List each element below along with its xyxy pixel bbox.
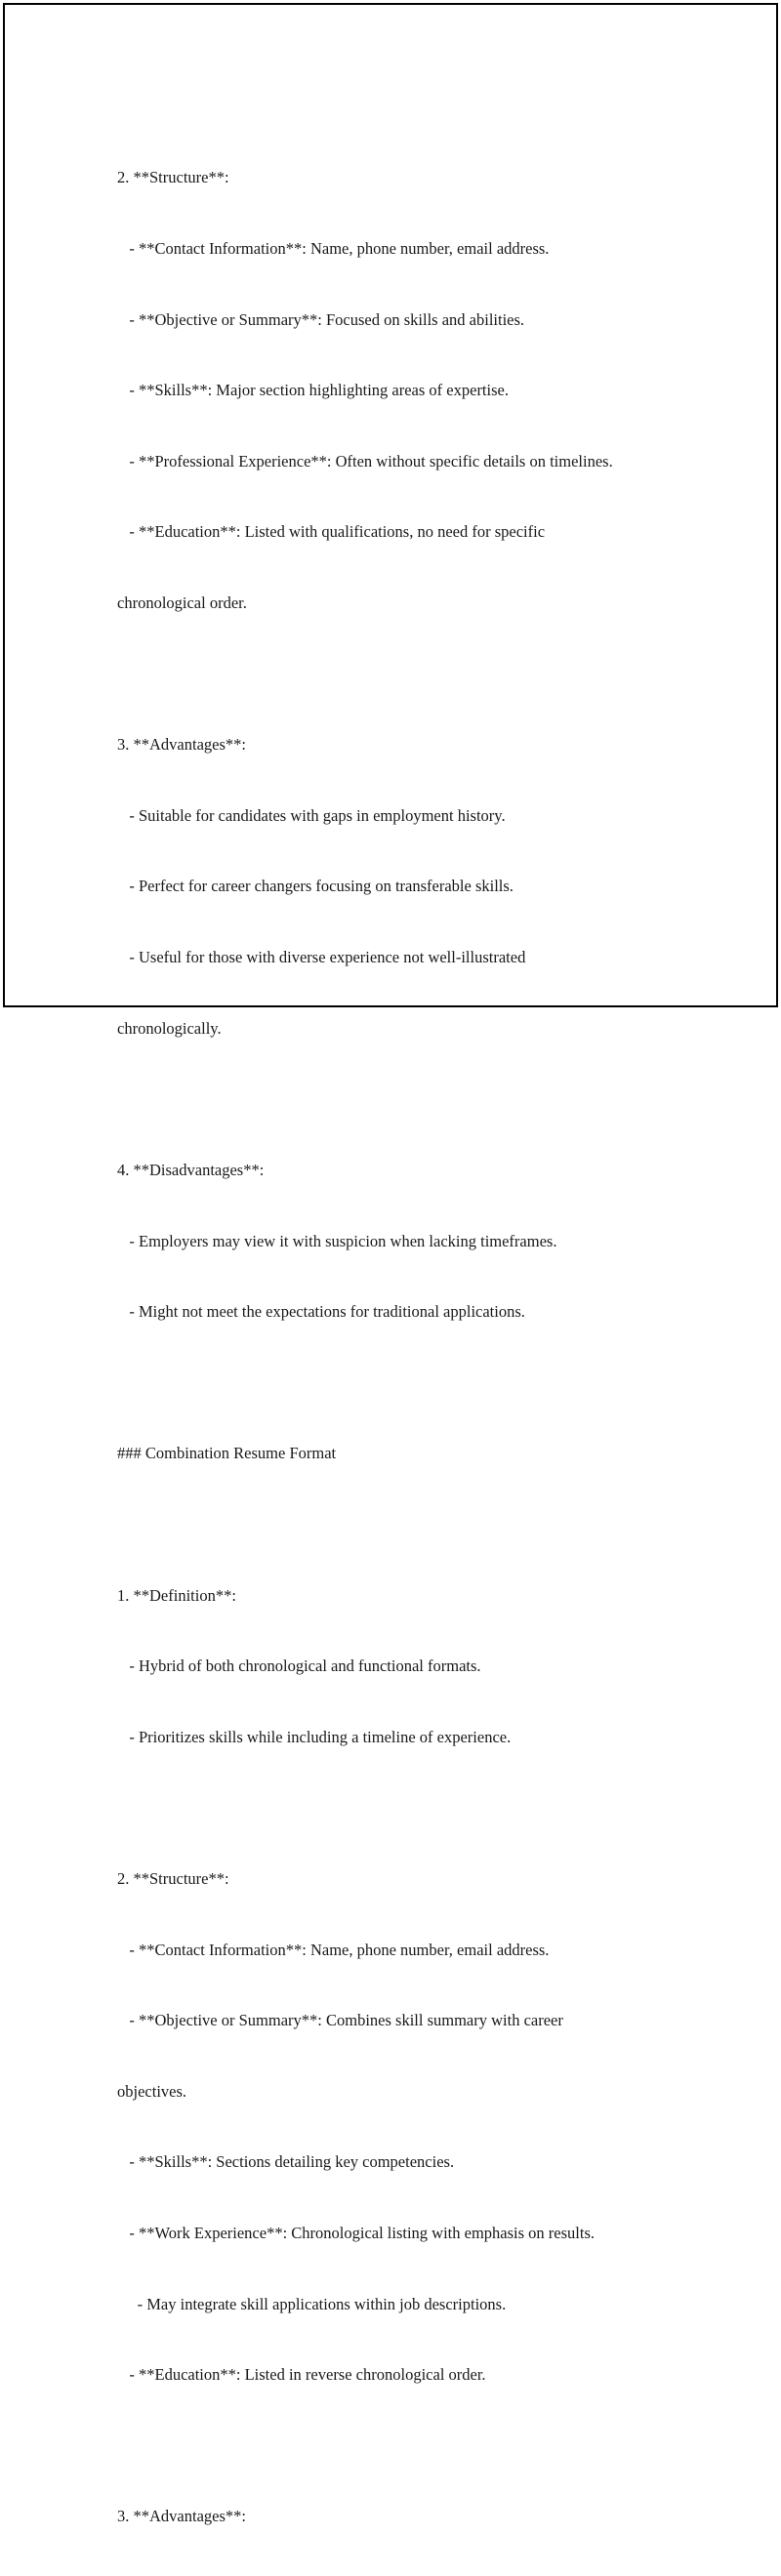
document-line: - **Contact Information**: Name, phone number, email address. [117, 1940, 550, 1959]
document-line: - **Education**: Listed in reverse chronological order. [117, 2365, 486, 2385]
document-line: - May integrate skill applications within job descriptions. [117, 2294, 507, 2313]
document-line: - Hybrid of both chronological and functional formats. [117, 1656, 481, 1676]
document-line: chronological order. [117, 593, 247, 613]
document-line: 3. **Advantages**: [117, 2507, 246, 2526]
document-line: - **Skills**: Sections detailing key competencies. [117, 2152, 455, 2172]
blank-line [117, 2434, 722, 2458]
document-body [117, 119, 722, 2576]
blank-line [117, 1796, 722, 1820]
document-line: - Useful for those with diverse experience not well-illustrated [117, 948, 526, 967]
document-line: - **Professional Experience**: Often without specific details on timelines. [117, 451, 613, 470]
document-line: - Prioritizes skills while including a timeline of experience. [117, 1727, 512, 1746]
blank-line [117, 1087, 722, 1111]
blank-line [117, 663, 722, 686]
document-line: - **Work Experience**: Chronological listing with emphasis on results. [117, 2224, 596, 2242]
document-line: 4. **Disadvantages**: [117, 1160, 265, 1179]
document-line: - Perfect for career changers focusing on transferable skills. [117, 877, 514, 896]
document-line: objectives. [117, 2081, 187, 2101]
section-heading: ### Combination Resume Format [117, 1444, 337, 1463]
document-line: 1. **Definition**: [117, 1585, 236, 1605]
blank-line [117, 1513, 722, 1536]
blank-line [117, 1371, 722, 1395]
document-line: - **Contact Information**: Name, phone number, email address. [117, 239, 550, 259]
document-line: 3. **Advantages**: [117, 735, 246, 755]
document-line: - **Objective or Summary**: Combines skill summary with career [117, 2011, 563, 2030]
document-line: 2. **Structure**: [117, 168, 229, 187]
document-line: - Suitable for candidates with gaps in employment history. [117, 805, 506, 825]
document-line: - **Objective or Summary**: Focused on skills and abilities. [117, 309, 525, 329]
document-line: - Might not meet the expectations for traditional applications. [117, 1302, 525, 1322]
page-frame [3, 3, 778, 2526]
document-line: - Employers may view it with suspicion when lacking timeframes. [117, 1231, 557, 1250]
document-line: - **Education**: Listed with qualifications, no need for specific [117, 522, 546, 542]
document-line: - **Skills**: Major section highlighting areas of expertise. [117, 381, 509, 400]
document-line: chronologically. [117, 1018, 222, 1038]
document-line: 2. **Structure**: [117, 1868, 229, 1888]
